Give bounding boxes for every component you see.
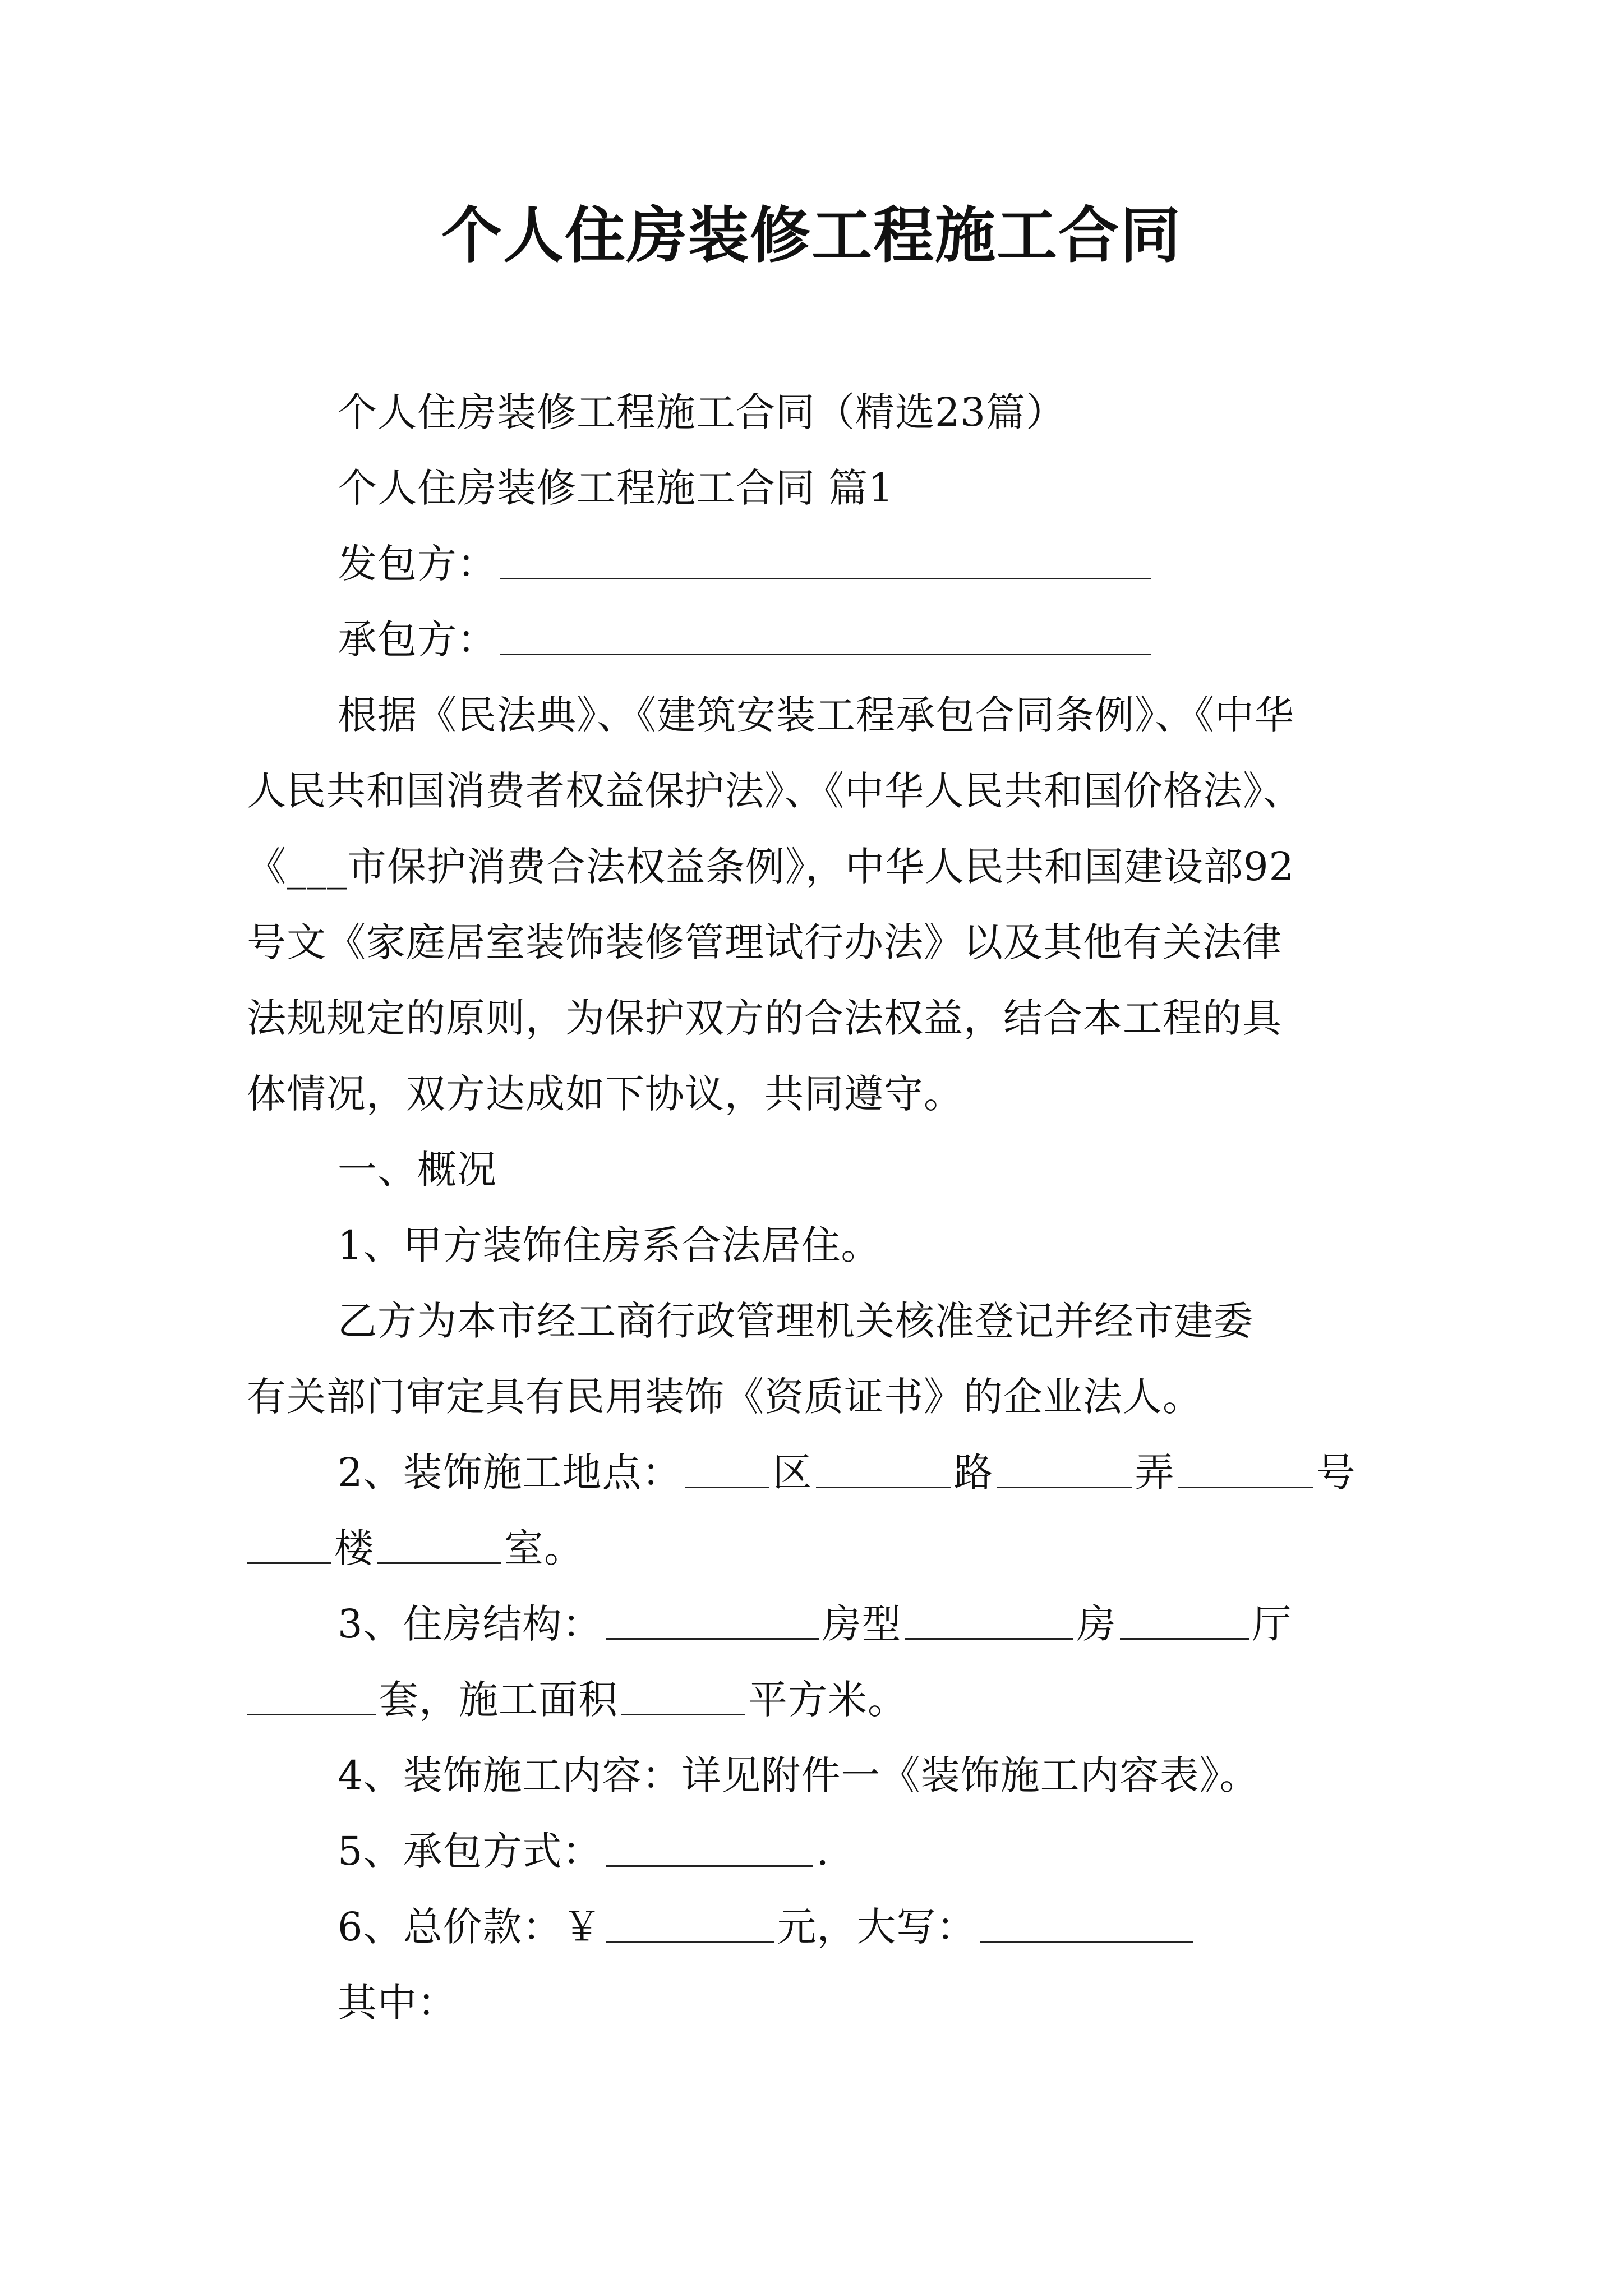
rooms-blank[interactable] bbox=[1120, 1604, 1249, 1640]
clause-1-text: 有关部门审定具有民用装饰《资质证书》的企业法人。 bbox=[247, 1374, 1202, 1420]
section-heading: 个人住房装修工程施工合同 篇1 bbox=[338, 465, 894, 511]
contract-method-blank[interactable] bbox=[606, 1832, 813, 1867]
rooms-label: 房 bbox=[1076, 1601, 1117, 1647]
party-b-label: 承包方： bbox=[338, 616, 497, 662]
price-blank[interactable] bbox=[606, 1907, 774, 1943]
clause-5-label: 5、承包方式： bbox=[338, 1828, 602, 1874]
party-a-label: 发包方： bbox=[338, 541, 497, 587]
area-unit: 平方米。 bbox=[748, 1677, 907, 1723]
clause-3-row-cont bbox=[0, 1672, 1623, 1728]
area-blank[interactable] bbox=[621, 1680, 745, 1715]
clause-6-row bbox=[0, 1899, 1623, 1955]
clause-6-label: 6、总价款：￥ bbox=[338, 1904, 602, 1950]
number-blank[interactable] bbox=[1178, 1453, 1313, 1488]
building-label: 楼 bbox=[334, 1525, 374, 1571]
building-blank[interactable] bbox=[247, 1529, 331, 1564]
room-blank[interactable] bbox=[377, 1529, 501, 1564]
clause-4: 4、装饰施工内容：详见附件一《装饰施工内容表》。 bbox=[338, 1752, 1260, 1798]
road-blank[interactable] bbox=[816, 1453, 951, 1488]
clause-3-label: 3、住房结构： bbox=[338, 1601, 602, 1647]
type-label: 房型 bbox=[822, 1601, 902, 1647]
preamble-line: 人民共和国消费者权益保护法》、《中华人民共和国价格法》、 bbox=[247, 768, 1303, 814]
lane-label: 弄 bbox=[1135, 1450, 1175, 1496]
chapter-heading: 一、概况 bbox=[338, 1147, 497, 1193]
structure-blank[interactable] bbox=[606, 1604, 819, 1640]
lane-blank[interactable] bbox=[997, 1453, 1132, 1488]
room-label: 室。 bbox=[504, 1525, 584, 1571]
clause-5-end: . bbox=[816, 1828, 829, 1874]
document-subtitle: 个人住房装修工程施工合同（精选23篇） bbox=[338, 389, 1066, 435]
clause-5-row bbox=[0, 1823, 1623, 1879]
preamble-line: 号文《家庭居室装饰装修管理试行办法》以及其他有关法律 bbox=[247, 919, 1282, 965]
clause-6-sub: 其中： bbox=[338, 1980, 457, 2026]
party-a-row bbox=[0, 536, 1623, 592]
sets-label: 套，施工面积 bbox=[379, 1677, 618, 1723]
party-a-blank[interactable] bbox=[500, 544, 1151, 579]
district-label: 区 bbox=[772, 1450, 813, 1496]
party-b-blank[interactable] bbox=[500, 620, 1151, 655]
road-label: 路 bbox=[953, 1450, 994, 1496]
document-title: 个人住房装修工程施工合同 bbox=[441, 200, 1182, 271]
halls-label: 厅 bbox=[1252, 1601, 1292, 1647]
type-blank[interactable] bbox=[905, 1604, 1073, 1640]
price-yuan-label: 元，大写： bbox=[777, 1904, 976, 1950]
clause-1-text: 乙方为本市经工商行政管理机关核准登记并经市建委 bbox=[338, 1298, 1253, 1344]
number-label: 号 bbox=[1316, 1450, 1356, 1496]
preamble-line: 根据《民法典》、《建筑安装工程承包合同条例》、《中华 bbox=[338, 692, 1294, 738]
clause-3-row bbox=[0, 1596, 1623, 1652]
party-b-row bbox=[0, 611, 1623, 668]
price-words-blank[interactable] bbox=[980, 1907, 1193, 1943]
preamble-line: 体情况，双方达成如下协议，共同遵守。 bbox=[247, 1071, 963, 1117]
district-blank[interactable] bbox=[685, 1453, 769, 1488]
clause-2-label: 2、装饰施工地点： bbox=[338, 1450, 682, 1496]
preamble-line: 法规规定的原则，为保护双方的合法权益，结合本工程的具 bbox=[247, 995, 1282, 1041]
preamble-line: 《___市保护消费合法权益条例》，中华人民共和国建设部92 bbox=[247, 844, 1295, 890]
halls-blank[interactable] bbox=[247, 1680, 376, 1715]
clause-2-row-cont bbox=[0, 1520, 1623, 1576]
clause-1: 1、甲方装饰住房系合法居住。 bbox=[338, 1222, 881, 1268]
clause-2-row bbox=[0, 1444, 1623, 1501]
